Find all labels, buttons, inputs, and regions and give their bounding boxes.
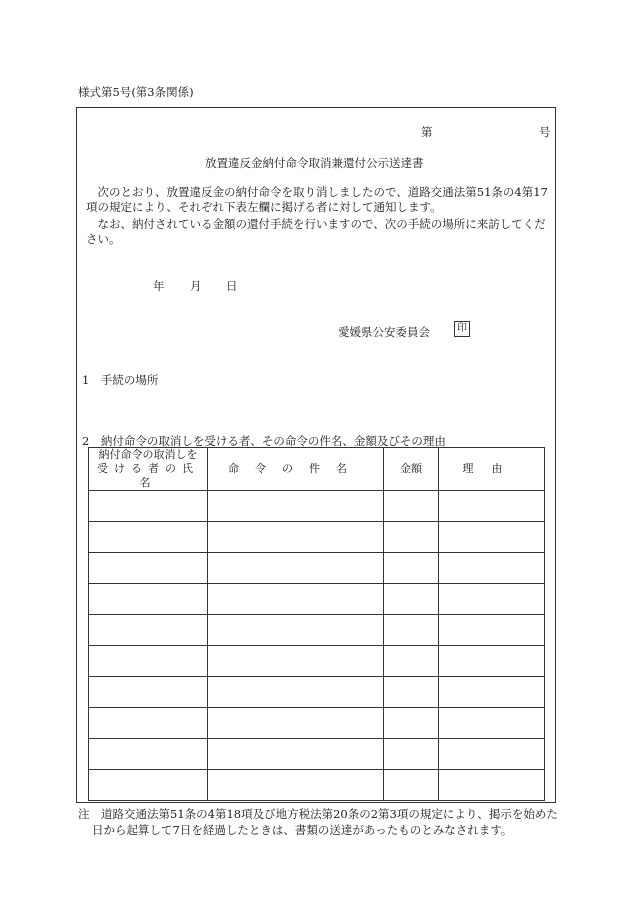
table-row	[89, 522, 545, 553]
issuer-name: 愛媛県公安委員会	[338, 325, 430, 339]
header-reason-label: 理由	[462, 462, 521, 475]
document-title: 放置違反金納付命令取消兼還付公示送達書	[205, 156, 424, 170]
table-cell	[208, 491, 384, 522]
table-cell	[208, 708, 384, 739]
table-row	[89, 553, 545, 584]
table-row	[89, 677, 545, 708]
table-row	[89, 584, 545, 615]
table-cell	[439, 584, 545, 615]
table-cell	[439, 522, 545, 553]
footnote-line-2: 日から起算して7日を経過したときは、書類の送達があったものとみなされます。	[92, 823, 513, 837]
section-cancellation-details: 2 納付命令の取消しを受ける者、その命令の件名、金額及びその理由	[82, 434, 446, 448]
table-cell	[384, 770, 439, 801]
header-recipient-line2: 受ける者の氏名	[97, 462, 199, 489]
table-cell	[208, 677, 384, 708]
table-cell	[89, 677, 208, 708]
table-cell	[384, 708, 439, 739]
date-year: 年	[153, 279, 165, 293]
table-cell	[89, 739, 208, 770]
table-cell	[439, 491, 545, 522]
table-row	[89, 646, 545, 677]
table-cell	[439, 708, 545, 739]
table-cell	[89, 584, 208, 615]
table-cell	[208, 646, 384, 677]
table-cell	[384, 491, 439, 522]
table-cell	[89, 770, 208, 801]
header-reason	[439, 448, 545, 491]
header-amount-label: 金額	[400, 462, 422, 475]
table-row	[89, 615, 545, 646]
table-cell	[384, 615, 439, 646]
body-paragraph-1: 次のとおり、放置違反金の納付命令を取り消しましたので、道路交通法第51条の4第17項の規定により、それぞれ下表左欄に掲げる者に対して通知します。	[86, 185, 548, 214]
table-cell	[439, 553, 545, 584]
table-cell	[89, 646, 208, 677]
table-row	[89, 739, 545, 770]
form-label: 様式第5号(第3条関係)	[78, 85, 194, 99]
header-order-subject-label: 命令の件名	[228, 462, 363, 475]
table-cell	[89, 553, 208, 584]
table-header-row	[89, 448, 545, 491]
table-cell	[439, 615, 545, 646]
table-cell	[384, 584, 439, 615]
seal-stamp: 印	[454, 321, 470, 337]
table-row	[89, 770, 545, 801]
table-cell	[384, 522, 439, 553]
table-cell	[89, 491, 208, 522]
table-cell	[384, 739, 439, 770]
table-cell	[208, 553, 384, 584]
table-cell	[384, 553, 439, 584]
table-cell	[439, 739, 545, 770]
doc-number-go: 号	[539, 125, 551, 139]
table-cell	[208, 615, 384, 646]
table-row	[89, 708, 545, 739]
table-cell	[208, 770, 384, 801]
table-row	[89, 491, 545, 522]
doc-number-dai: 第	[421, 125, 433, 139]
table-cell	[439, 646, 545, 677]
date-month: 月	[190, 279, 202, 293]
table-body	[89, 491, 545, 801]
table-cell	[208, 739, 384, 770]
table-cell	[439, 770, 545, 801]
table-cell	[89, 615, 208, 646]
table-cell	[384, 646, 439, 677]
header-order-subject	[208, 448, 384, 491]
header-recipient-line1: 納付命令の取消しを	[98, 448, 198, 461]
table-cell	[89, 708, 208, 739]
footnote-line-1: 注 道路交通法第51条の4第18項及び地方税法第20条の2第3項の規定により、掲示を始めた	[78, 807, 558, 821]
table-cell	[208, 584, 384, 615]
table-cell	[89, 522, 208, 553]
body-paragraph-2: なお、納付されている金額の還付手続を行いますので、次の手続の場所に来訪してください。	[86, 217, 546, 246]
date-day: 日	[226, 279, 238, 293]
table-cell	[439, 677, 545, 708]
table-cell	[208, 522, 384, 553]
cancellation-table	[88, 447, 545, 801]
header-amount	[384, 448, 439, 491]
section-procedure-place: 1 手続の場所	[82, 373, 159, 387]
table-cell	[384, 677, 439, 708]
header-recipient-name	[89, 448, 208, 491]
